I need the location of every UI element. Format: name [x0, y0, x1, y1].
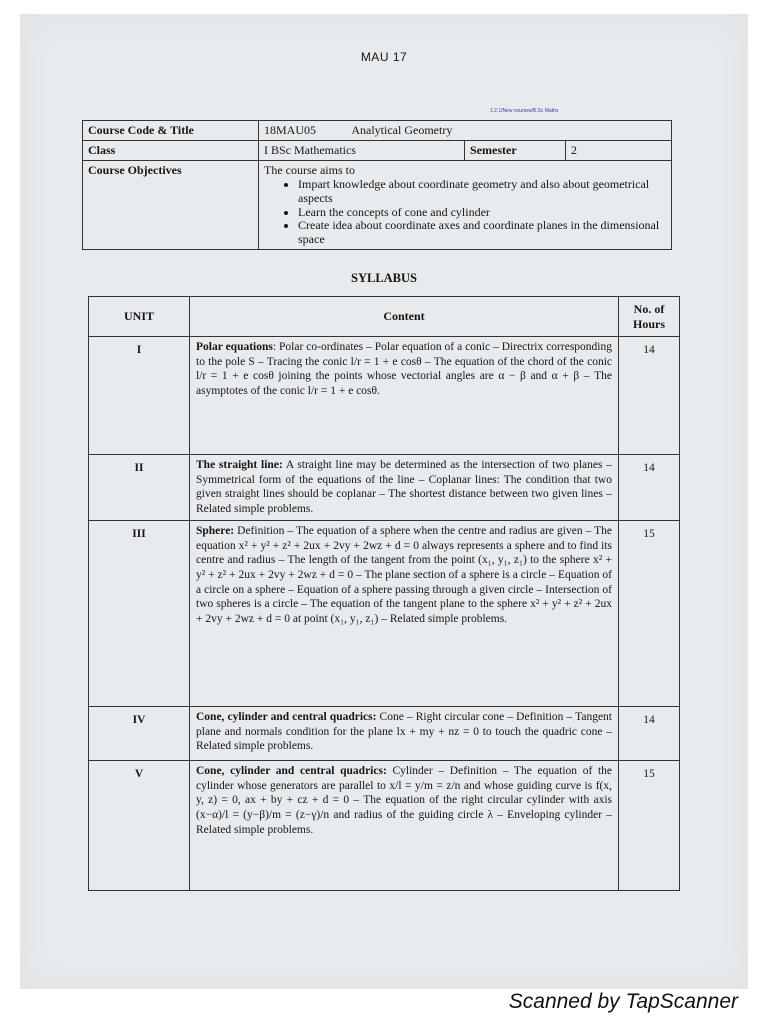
unit-hours: 14 — [619, 455, 680, 521]
course-code-row — [83, 121, 672, 141]
unit-hours: 15 — [619, 520, 680, 706]
unit-content — [190, 455, 619, 521]
syllabus-row — [89, 706, 680, 760]
objectives-intro: The course aims to — [264, 163, 355, 177]
semester-label: Semester — [465, 141, 566, 161]
syllabus-row — [89, 520, 680, 706]
objectives-label: Course Objectives — [83, 161, 259, 250]
topic-separator: : — [272, 341, 280, 353]
objective-item: • Create idea about coordinate axes and coordinate planes in the dimensional space — [298, 219, 666, 247]
unit-hours: 14 — [619, 337, 680, 455]
course-code-label: Course Code & Title — [83, 121, 259, 141]
class-value: I BSc Mathematics — [259, 141, 465, 161]
course-code: 18MAU05 — [264, 123, 317, 137]
unit-header: UNIT — [89, 297, 190, 337]
syllabus-row — [89, 455, 680, 521]
class-row — [83, 141, 672, 161]
semester-value: 2 — [566, 141, 672, 161]
hours-header: No. of Hours — [619, 297, 680, 337]
page-code: MAU 17 — [360, 50, 408, 64]
course-info-table — [82, 120, 672, 250]
course-title: Analytical Geometry — [351, 123, 453, 137]
unit-number: II — [89, 455, 190, 521]
objectives-list — [264, 178, 666, 247]
objective-item: • Impart knowledge about coordinate geometry and also about geometrical aspects — [298, 178, 666, 206]
unit-topic: Polar equations — [196, 341, 273, 353]
unit-text: A straight line may be determined as the intersection of two planes – Symmetrical form of the equations of the line – Coplanar lines: The condition that two given straight lines should be coplanar – The shortest distance between two given lines – Related simple problems. — [196, 459, 612, 516]
unit-text: Polar co-ordinates – Polar equation of a conic – Directrix corresponding to the pole S – Tracing the conic l/r = 1 + e cosθ – The equation of the chord of the conic l/r = 1 + e cosθ joining the points whose vectorial angles are α − β and α + β – The asymptotes of the conic l/r = 1 + e cosθ. — [196, 341, 612, 398]
syllabus-header-row — [89, 297, 680, 337]
syllabus-row — [89, 760, 680, 890]
unit-content — [190, 760, 619, 890]
unit-topic: Cone, cylinder and central quadrics: — [196, 710, 377, 723]
unit-number: IV — [89, 706, 190, 760]
unit-number: I — [89, 337, 190, 455]
unit-text: Cone – Right circular cone – Definition – Tangent plane and normals condition for the plane lx + my + nz = 0 to touch the quadric cone – Related simple problems. — [196, 710, 612, 753]
unit-text: Definition – The equation of a sphere when the centre and radius are given – The equation x² + y² + z² + 2ux + 2vy + 2wz + d = 0 always represents a sphere and to find its centre and radius – The length of the tangent from the point (x₁, y₁, z₁) to the sphere x² + y² + z² + 2ux + 2vy + 2wz + d = 0 – The plane section of a sphere is a circle – Equation of a circle on a sphere – Equation of a sphere passing through a given circle – Intersection of two spheres is a circle – The equation of the tangent plane to the sphere x² + y² + z² + 2ux + 2vy + 2wz + d = 0 at point (x₁, y₁, z₁) – Related simple problems. — [196, 524, 613, 626]
unit-topic: Sphere: — [196, 524, 235, 537]
objective-item: • Learn the concepts of cone and cylinder — [298, 206, 666, 220]
unit-hours: 14 — [619, 706, 680, 760]
syllabus-row — [89, 337, 680, 455]
unit-topic: Cone, cylinder and central quadrics: — [196, 764, 387, 777]
unit-topic: The straight line: — [196, 459, 283, 471]
objectives-cell — [259, 161, 672, 250]
syllabus-heading: SYLLABUS — [351, 271, 417, 285]
unit-content — [190, 337, 619, 455]
unit-hours: 15 — [619, 760, 680, 890]
unit-content — [190, 706, 619, 760]
unit-number: V — [89, 760, 190, 890]
content-header: Content — [190, 297, 619, 337]
course-code-value — [259, 121, 672, 141]
syllabus-table — [88, 296, 680, 891]
objectives-row — [83, 161, 672, 250]
scanner-watermark: Scanned by TapScanner — [508, 990, 738, 1013]
unit-content — [190, 520, 619, 706]
file-path-note: 1.2.1/New courses/B.Sc Maths — [490, 108, 559, 114]
class-label: Class — [83, 141, 259, 161]
unit-text: Cylinder – Definition – The equation of the cylinder whose generators are parallel to x/l = y/m = z/n and whose guiding curve is f(x, y, z) = 0, ax + by + cz + d = 0 – The equation of the right circular cylinder with axis (x−α)/l = (y−β)/m = (z−γ)/n and radius of the guiding circle λ – Enveloping cylinder – Related simple problems. — [196, 764, 613, 836]
unit-number: III — [89, 520, 190, 706]
